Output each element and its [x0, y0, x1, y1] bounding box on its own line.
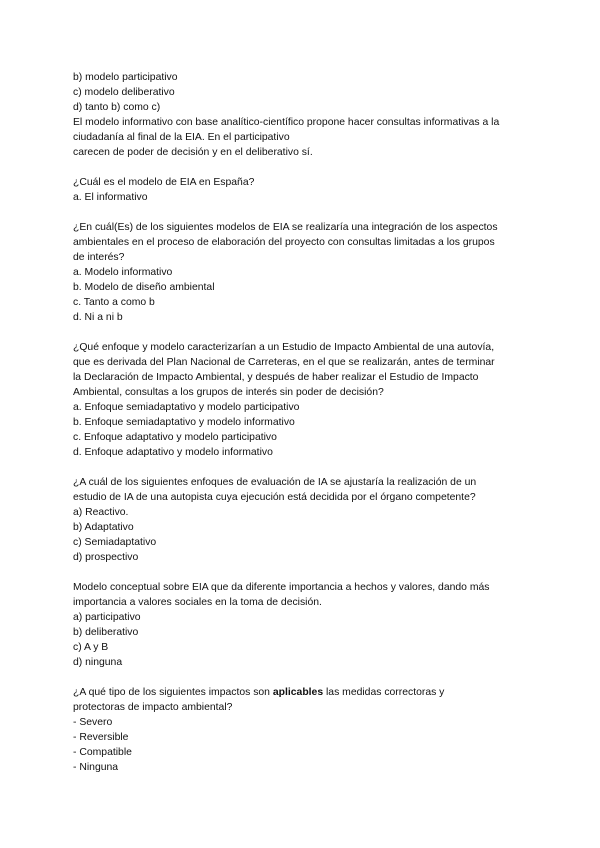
- option: a) participativo: [73, 612, 141, 623]
- question-text: la Declaración de Impacto Ambiental, y después de haber realizar el Estudio de Impacto: [73, 372, 479, 383]
- question-text: importancia a valores sociales en la toma de decisión.: [73, 597, 322, 608]
- option: - Severo: [73, 717, 113, 728]
- question-text: de interés?: [73, 252, 125, 263]
- explanation-line: El modelo informativo con base analítico-científico propone hacer consultas informativas a la: [73, 117, 500, 128]
- option: c) modelo deliberativo: [73, 87, 175, 98]
- explanation-line: carecen de poder de decisión y en el deliberativo sí.: [73, 147, 313, 158]
- option: d) prospectivo: [73, 552, 139, 563]
- option: c) Semiadaptativo: [73, 537, 157, 548]
- option: d) tanto b) como c): [73, 102, 161, 113]
- question-text: ¿Cuál es el modelo de EIA en España?: [73, 177, 255, 188]
- option: b) modelo participativo: [73, 72, 178, 83]
- question-3: [73, 340, 543, 460]
- question-text: ¿En cuál(Es) de los siguientes modelos de EIA se realizaría una integración de los aspectos: [73, 222, 498, 233]
- explanation-line: ciudadanía al final de la EIA. En el participativo: [73, 132, 290, 143]
- option: c. Tanto a como b: [73, 297, 155, 308]
- question-text-start: ¿A qué tipo de los siguientes impactos son: [73, 687, 273, 698]
- question-text: Ambiental, consultas a los grupos de interés sin poder de decisión?: [73, 387, 384, 398]
- option: c) A y B: [73, 642, 109, 653]
- intro-block: [73, 70, 543, 160]
- option: - Compatible: [73, 747, 132, 758]
- question-6: [73, 685, 543, 775]
- question-1: [73, 175, 543, 205]
- question-text: que es derivada del Plan Nacional de Carreteras, en el que se realizarán, antes de terminar: [73, 357, 495, 368]
- question-text: protectoras de impacto ambiental?: [73, 702, 233, 713]
- question-2: [73, 220, 543, 325]
- question-text: ¿Qué enfoque y modelo caracterizarían a un Estudio de Impacto Ambiental de una autovía,: [73, 342, 495, 353]
- option: - Ninguna: [73, 762, 119, 773]
- option: b. Enfoque semiadaptativo y modelo informativo: [73, 417, 295, 428]
- option: c. Enfoque adaptativo y modelo participativo: [73, 432, 277, 443]
- option: a. Modelo informativo: [73, 267, 173, 278]
- option: - Reversible: [73, 732, 129, 743]
- option: d. Ni a ni b: [73, 312, 123, 323]
- question-text: ¿A cuál de los siguientes enfoques de evaluación de IA se ajustaría la realización de un: [73, 477, 477, 488]
- question-emphasis: aplicables: [272, 687, 324, 698]
- question-text: ambientales en el proceso de elaboración del proyecto con consultas limitadas a los grupos: [73, 237, 495, 248]
- option: a) Reactivo.: [73, 507, 129, 518]
- option: b. Modelo de diseño ambiental: [73, 282, 215, 293]
- question-text: estudio de IA de una autopista cuya ejecución está decidida por el órgano competente?: [73, 492, 476, 503]
- question-4: [73, 475, 543, 565]
- question-text-end: las medidas correctoras y: [323, 687, 445, 698]
- question-5: [73, 580, 543, 670]
- document-body: [73, 70, 543, 775]
- option: b) Adaptativo: [73, 522, 134, 533]
- option: d. Enfoque adaptativo y modelo informativo: [73, 447, 273, 458]
- question-text: [73, 685, 543, 700]
- option: d) ninguna: [73, 657, 123, 668]
- option: a. Enfoque semiadaptativo y modelo participativo: [73, 402, 300, 413]
- option: b) deliberativo: [73, 627, 139, 638]
- question-text: Modelo conceptual sobre EIA que da diferente importancia a hechos y valores, dando más: [73, 582, 490, 593]
- option: a. El informativo: [73, 192, 148, 203]
